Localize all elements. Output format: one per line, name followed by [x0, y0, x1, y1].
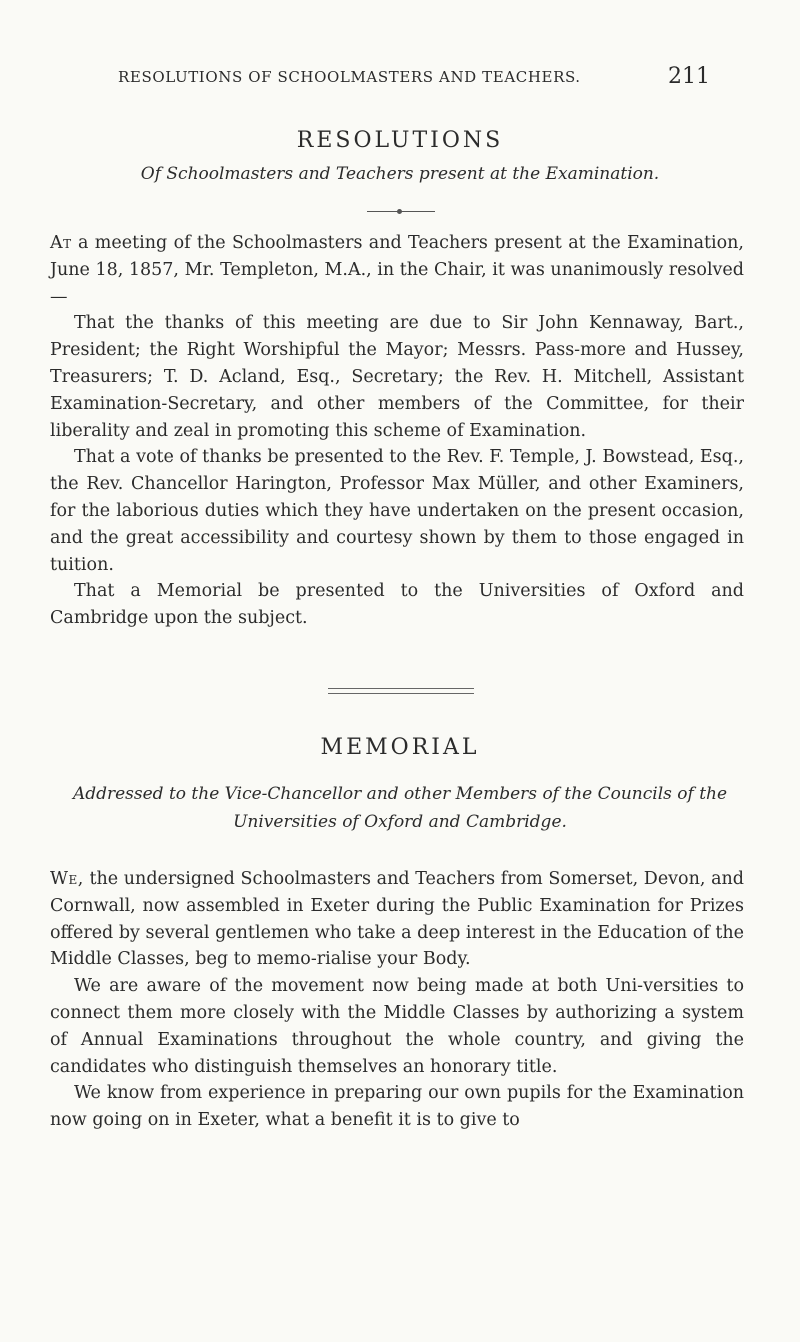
memorial-paragraph: We know from experience in preparing our own pupils for the Examination now going on in Exeter, what a benefit it is to give to — [50, 1083, 744, 1131]
memorial-paragraph: We are aware of the movement now being made at both Uni-versities to connect them more closely with the Middle Classes by authorizing a system of Annual Examinations throughout the whole country, and giving the candidates who distinguish themselves an honorary title. — [50, 976, 744, 1077]
running-head-title: RESOLUTIONS OF SCHOOLMASTERS AND TEACHERS. — [118, 68, 581, 86]
memorial-subheading-line2: Universities of Oxford and Cambridge. — [233, 812, 567, 832]
memorial-intro-text: the undersigned Schoolmasters and Teachers from Somerset, Devon, and Cornwall, now assembled in Exeter during the Public Examination for Prizes offered by several gentlemen who take a deep interest in the Education of the Middle Classes, beg to memo-rialise your Body. — [50, 869, 744, 970]
memorial-body — [50, 866, 744, 1134]
resolutions-subheading: Of Schoolmasters and Teachers present at the Examination. — [140, 164, 660, 184]
section-divider — [367, 211, 435, 212]
resolution-item: That a vote of thanks be presented to the Rev. F. Temple, J. Bowstead, Esq., the Rev. Chancellor Harington, Professor Max Müller, and other Examiners, for the laborious duties which they have undertaken on the present occasion, and the great accessibility and courtesy shown by them to those engaged in tuition. — [50, 447, 744, 575]
memorial-lead-word: We, — [50, 869, 84, 889]
memorial-subheading-line1: Addressed to the Vice-Chancellor and other Members of the Councils of the — [72, 784, 728, 804]
memorial-heading: MEMORIAL — [320, 735, 480, 760]
intro-text: a meeting of the Schoolmasters and Teachers present at the Examination, June 18, 1857, Mr. Templeton, M.A., in the Chair, it was unanimously resolved— — [50, 233, 744, 307]
resolution-item: That a Memorial be presented to the Universities of Oxford and Cambridge upon the subject. — [50, 581, 744, 629]
intro-lead-word: At — [50, 233, 72, 253]
resolution-item: That the thanks of this meeting are due to Sir John Kennaway, Bart., President; the Right Worshipful the Mayor; Messrs. Pass-more and Hussey, Treasurers; T. D. Acland, Esq., Secretary; the Rev. H. Mitchell, Assistant Examination-Secretary, and other members of the Committee, for their liberality and zeal in promoting this scheme of Examination. — [50, 313, 744, 441]
resolutions-intro — [50, 230, 744, 310]
resolutions-heading: RESOLUTIONS — [296, 128, 504, 153]
memorial-intro — [50, 866, 744, 973]
resolutions-body — [50, 230, 744, 632]
section-double-rule — [328, 688, 474, 694]
memorial-subheading — [60, 780, 740, 836]
running-head — [118, 62, 710, 92]
divider-ornament — [397, 209, 402, 214]
page-number: 211 — [668, 64, 710, 89]
